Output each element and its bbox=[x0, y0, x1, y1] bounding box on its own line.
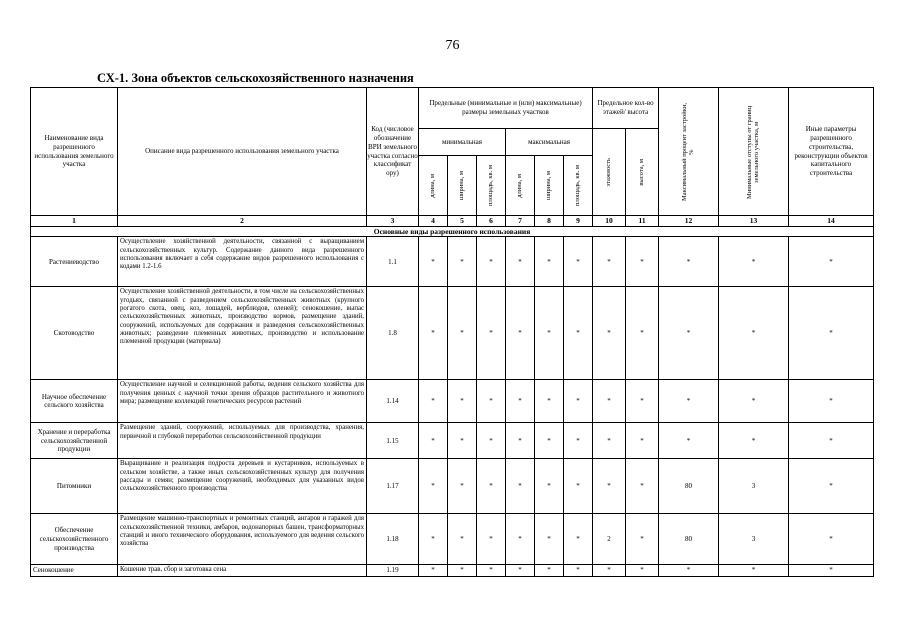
use-type-description: Осуществление хозяйственной деятельности, в том числе на сельскохозяйственных угодьях, связанной с разведением сельскохозяйственных животных (крупного рогатого скота, овец, коз, лошадей, верблюдов, оленей); сенокошение, выпас сельскохозяйственных животных, производство кормов, размещение зданий, сооружений, используемых для содержания и разведения сельскохозяйственных животных; разведение племенных животных, производство и использование племенной продукции (материала) bbox=[118, 287, 367, 380]
value-min-area: * bbox=[477, 565, 506, 576]
column-number-row bbox=[31, 216, 874, 227]
table-row bbox=[31, 380, 874, 423]
value-height: * bbox=[626, 237, 659, 287]
value-max-percent: 80 bbox=[659, 514, 719, 565]
value-min-setback: * bbox=[719, 565, 789, 576]
use-type-code: 1.8 bbox=[367, 287, 419, 380]
value-min-setback: * bbox=[719, 237, 789, 287]
regulations-table bbox=[30, 87, 874, 577]
table-row bbox=[31, 459, 874, 514]
value-height: * bbox=[626, 459, 659, 514]
value-height: * bbox=[626, 423, 659, 459]
use-type-name: Обеспечение сельскохозяйственного производства bbox=[31, 514, 118, 565]
value-min-width: * bbox=[448, 565, 477, 576]
header-min-area: площадь, кв. м bbox=[477, 156, 506, 216]
section-row bbox=[31, 227, 874, 237]
value-min-area: * bbox=[477, 237, 506, 287]
value-max-length: * bbox=[506, 237, 535, 287]
table-row bbox=[31, 287, 874, 380]
value-max-width: * bbox=[535, 565, 564, 576]
value-max-area: * bbox=[564, 380, 593, 423]
value-max-area: * bbox=[564, 459, 593, 514]
value-max-width: * bbox=[535, 459, 564, 514]
value-min-area: * bbox=[477, 514, 506, 565]
header-plot-sizes: Предельные (минимальные и (или) максимальные) размеры земельных участков bbox=[419, 88, 593, 129]
value-height: * bbox=[626, 565, 659, 576]
column-number: 2 bbox=[118, 216, 367, 227]
value-other-params: * bbox=[789, 565, 874, 576]
value-other-params: * bbox=[789, 237, 874, 287]
header-max-width: ширина, м bbox=[535, 156, 564, 216]
value-min-area: * bbox=[477, 287, 506, 380]
column-number: 5 bbox=[448, 216, 477, 227]
value-height: * bbox=[626, 287, 659, 380]
value-max-area: * bbox=[564, 423, 593, 459]
value-max-width: * bbox=[535, 237, 564, 287]
value-max-percent: 80 bbox=[659, 459, 719, 514]
value-min-length: * bbox=[419, 380, 448, 423]
value-floors: * bbox=[593, 423, 626, 459]
value-max-length: * bbox=[506, 423, 535, 459]
header-max-area: площадь, кв. м bbox=[564, 156, 593, 216]
value-min-setback: 3 bbox=[719, 514, 789, 565]
value-min-width: * bbox=[448, 287, 477, 380]
use-type-code: 1.1 bbox=[367, 237, 419, 287]
value-floors: * bbox=[593, 287, 626, 380]
use-type-name: Хранение и переработка сельскохозяйственной продукции bbox=[31, 423, 118, 459]
use-type-code: 1.18 bbox=[367, 514, 419, 565]
header-max-length: длина, м bbox=[506, 156, 535, 216]
header-min-width: ширина, м bbox=[448, 156, 477, 216]
value-min-setback: * bbox=[719, 380, 789, 423]
use-type-code: 1.17 bbox=[367, 459, 419, 514]
use-type-description: Кошение трав, сбор и заготовка сена bbox=[118, 565, 367, 576]
column-number: 3 bbox=[367, 216, 419, 227]
value-other-params: * bbox=[789, 514, 874, 565]
column-number: 14 bbox=[789, 216, 874, 227]
column-number: 7 bbox=[506, 216, 535, 227]
value-max-width: * bbox=[535, 287, 564, 380]
value-min-setback: * bbox=[719, 423, 789, 459]
use-type-description: Размещение зданий, сооружений, используемых для производства, хранения, первичной и глубокой переработки сельскохозяйственной продукции bbox=[118, 423, 367, 459]
column-number: 10 bbox=[593, 216, 626, 227]
header-max-percent: Максимальный процент застройки, % bbox=[659, 88, 719, 216]
value-other-params: * bbox=[789, 459, 874, 514]
header-row-1 bbox=[31, 88, 874, 129]
column-number: 4 bbox=[419, 216, 448, 227]
value-min-length: * bbox=[419, 237, 448, 287]
use-type-name: Растениеводство bbox=[31, 237, 118, 287]
header-other-params: Иные параметры разрешенного строительства, реконструкции объектов капитального строительства bbox=[789, 88, 874, 216]
value-max-width: * bbox=[535, 514, 564, 565]
page-number: 76 bbox=[445, 38, 460, 53]
value-min-length: * bbox=[419, 459, 448, 514]
use-type-name: Скотоводство bbox=[31, 287, 118, 380]
value-max-percent: * bbox=[659, 237, 719, 287]
use-type-name: Сенокошение bbox=[31, 565, 118, 576]
value-floors: * bbox=[593, 237, 626, 287]
column-number: 11 bbox=[626, 216, 659, 227]
value-other-params: * bbox=[789, 423, 874, 459]
column-number: 9 bbox=[564, 216, 593, 227]
value-min-length: * bbox=[419, 514, 448, 565]
value-min-width: * bbox=[448, 237, 477, 287]
value-max-percent: * bbox=[659, 380, 719, 423]
column-number: 1 bbox=[31, 216, 118, 227]
value-min-length: * bbox=[419, 565, 448, 576]
header-maximum: максимальная bbox=[506, 129, 593, 156]
header-minimum: минимальная bbox=[419, 129, 506, 156]
use-type-code: 1.19 bbox=[367, 565, 419, 576]
table-row bbox=[31, 423, 874, 459]
value-other-params: * bbox=[789, 380, 874, 423]
value-floors: 2 bbox=[593, 514, 626, 565]
value-other-params: * bbox=[789, 287, 874, 380]
value-min-area: * bbox=[477, 459, 506, 514]
table-row bbox=[31, 237, 874, 287]
use-type-code: 1.15 bbox=[367, 423, 419, 459]
table-row bbox=[31, 514, 874, 565]
value-floors: * bbox=[593, 380, 626, 423]
value-max-length: * bbox=[506, 459, 535, 514]
column-number: 13 bbox=[719, 216, 789, 227]
use-type-name: Научное обеспечение сельского хозяйства bbox=[31, 380, 118, 423]
header-min-setback: Минимальные отступы от границ земельного участка, м bbox=[719, 88, 789, 216]
use-type-description: Выращивание и реализация подроста деревьев и кустарников, используемых в сельском хозяйстве, а также иных сельскохозяйственных культур для получения рассады и семян; размещение сооружений, необходимых для указанных видов сельскохозяйственного производства bbox=[118, 459, 367, 514]
use-type-code: 1.14 bbox=[367, 380, 419, 423]
value-max-width: * bbox=[535, 423, 564, 459]
value-max-percent: * bbox=[659, 423, 719, 459]
value-min-width: * bbox=[448, 514, 477, 565]
value-max-width: * bbox=[535, 380, 564, 423]
column-number: 6 bbox=[477, 216, 506, 227]
value-min-setback: 3 bbox=[719, 459, 789, 514]
value-floors: * bbox=[593, 459, 626, 514]
header-code: Код (числовое обозначение ВРИ земельного участка согласно классификат ору) bbox=[367, 88, 419, 216]
header-height: высота, м bbox=[626, 129, 659, 216]
use-type-description: Размещение машинно-транспортных и ремонтных станций, ангаров и гаражей для сельскохозяйственной техники, амбаров, водонапорных башен, трансформаторных станций и иного технического оборудования, используемого для ведения сельского хозяйства bbox=[118, 514, 367, 565]
value-max-length: * bbox=[506, 380, 535, 423]
value-max-length: * bbox=[506, 287, 535, 380]
value-min-width: * bbox=[448, 380, 477, 423]
header-floors-count: этажность bbox=[593, 129, 626, 216]
value-min-setback: * bbox=[719, 287, 789, 380]
value-max-area: * bbox=[564, 565, 593, 576]
value-height: * bbox=[626, 380, 659, 423]
value-max-length: * bbox=[506, 514, 535, 565]
zone-title: СХ-1. Зона объектов сельскохозяйственного назначения bbox=[97, 71, 414, 85]
value-max-percent: * bbox=[659, 565, 719, 576]
header-name: Наименование вида разрешенного использования земельного участка bbox=[31, 88, 118, 216]
value-min-width: * bbox=[448, 423, 477, 459]
column-number: 12 bbox=[659, 216, 719, 227]
value-min-area: * bbox=[477, 423, 506, 459]
table-row bbox=[31, 565, 874, 576]
use-type-description: Осуществление научной и селекционной работы, ведения сельского хозяйства для получения ценных с научной точки зрения образцов растительного и животного мира; размещение коллекций генетических ресурсов растений bbox=[118, 380, 367, 423]
value-max-length: * bbox=[506, 565, 535, 576]
use-type-description: Осуществление хозяйственной деятельности, связанной с выращиванием сельскохозяйственных культур. Содержание данного вида разрешенного использования включает в себя содержание видов разрешенного использования с кодами 1.2-1.6 bbox=[118, 237, 367, 287]
value-min-length: * bbox=[419, 423, 448, 459]
value-max-percent: * bbox=[659, 287, 719, 380]
value-floors: * bbox=[593, 565, 626, 576]
value-max-area: * bbox=[564, 287, 593, 380]
value-max-area: * bbox=[564, 237, 593, 287]
value-min-length: * bbox=[419, 287, 448, 380]
header-floors: Предельное кол-во этажей/ высота bbox=[593, 88, 659, 129]
header-description: Описание вида разрешенного использования земельного участка bbox=[118, 88, 367, 216]
value-max-area: * bbox=[564, 514, 593, 565]
section-title: Основные виды разрешенного использования bbox=[31, 227, 874, 237]
value-min-area: * bbox=[477, 380, 506, 423]
header-min-length: длина, м bbox=[419, 156, 448, 216]
column-number: 8 bbox=[535, 216, 564, 227]
value-height: * bbox=[626, 514, 659, 565]
use-type-name: Питомники bbox=[31, 459, 118, 514]
value-min-width: * bbox=[448, 459, 477, 514]
